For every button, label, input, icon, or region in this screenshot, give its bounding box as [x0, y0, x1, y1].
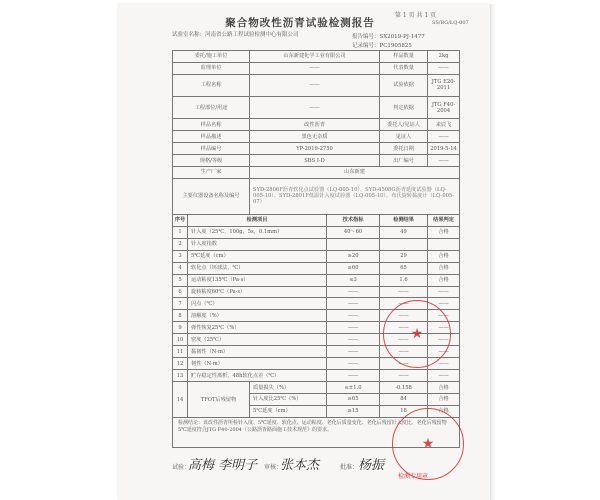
result-item: 5℃延度（cm）	[188, 250, 327, 262]
result-spec: ≥20	[327, 250, 380, 262]
result-spec: ≥60	[327, 262, 380, 274]
producer-row	[173, 166, 460, 178]
info-row	[173, 62, 460, 74]
result-seq: 3	[173, 250, 188, 262]
star-icon: ★	[421, 436, 435, 452]
result-item: 针入度指数	[188, 238, 327, 250]
result-value: ——	[380, 310, 428, 322]
result-spec: ——	[327, 334, 380, 346]
info-row	[173, 155, 460, 167]
result-item: 旋转粘度60℃（Pa·s）	[188, 286, 327, 298]
info-value: 改性沥青	[250, 119, 380, 131]
tester-label: 试验：	[172, 464, 191, 471]
signature-area	[172, 452, 462, 478]
result-row	[173, 226, 460, 238]
tfot-seq: 14	[173, 382, 188, 418]
result-spec: 40～60	[327, 226, 380, 238]
result-spec: ——	[327, 298, 380, 310]
tfot-spec: ≥65	[327, 393, 380, 405]
result-verdict: 合格	[428, 274, 460, 286]
info-value: ——	[428, 131, 460, 143]
result-item: 溶解度（%）	[188, 310, 327, 322]
result-verdict: ——	[428, 358, 460, 370]
col-item-header: 检测项目	[188, 214, 327, 226]
info-label: 样品数量	[380, 51, 428, 63]
approver-label: 批准：	[340, 464, 359, 471]
result-row	[173, 286, 460, 298]
result-item: 软化点（环球法，℃）	[188, 262, 327, 274]
tfot-value: 18	[380, 405, 428, 417]
result-seq: 12	[173, 358, 188, 370]
info-label: 判定依据	[380, 97, 428, 119]
result-seq: 8	[173, 310, 188, 322]
record-number-value: PC1905825	[379, 43, 412, 49]
lab-name-value: 河南省公路工程试验检测中心有限公司	[205, 32, 299, 38]
result-value: 65	[380, 262, 428, 274]
info-value: JTG F40-2004	[428, 97, 460, 119]
info-label: 委托人/见证人	[380, 119, 428, 131]
info-value: 2019-5-14	[428, 143, 460, 155]
record-number	[352, 41, 412, 49]
info-value: ——	[250, 62, 380, 74]
reviewer-signature: 张本杰	[280, 458, 320, 473]
info-label: 出厂编号	[380, 155, 428, 167]
lab-name-label: 试验室名称：	[172, 32, 206, 38]
tfot-verdict: 合格	[428, 382, 460, 394]
tfot-label: TFOT后残留物	[188, 382, 250, 418]
result-spec: ——	[327, 370, 380, 382]
result-value: ——	[380, 286, 428, 298]
equipment-value: SYD-2806F沥青软化点试验器（LQ-005-10）、SYD-4508G沥青延度试验器（LQ-005-10）、SYD-2801F低温针入度试验器（LQ-005-10）、布氏旋转黏度计（LQ-005-07）	[250, 178, 460, 214]
col-seq-header: 序号	[173, 214, 188, 226]
result-value: 29	[380, 250, 428, 262]
result-item: 密度（25℃）	[188, 334, 327, 346]
tfot-item: 针入度比25℃（%）	[250, 393, 327, 405]
tfot-spec: ≤±1.0	[327, 382, 380, 394]
result-seq: 11	[173, 346, 188, 358]
col-spec-header: 技术指标	[327, 214, 380, 226]
info-label: 工程部位/用途	[173, 97, 250, 119]
red-seal-stamp	[383, 300, 451, 368]
result-item: 闪点（℃）	[188, 298, 327, 310]
report-number: 报告编号：SX2019-PJ-1477	[352, 34, 425, 40]
result-verdict: ——	[428, 346, 460, 358]
info-value: ——	[428, 155, 460, 167]
info-label: 规格/等级	[173, 155, 250, 167]
info-row	[173, 143, 460, 155]
tester-signature: 高梅 李明子	[188, 458, 258, 473]
result-spec: ——	[327, 310, 380, 322]
info-value: ——	[250, 97, 380, 119]
results-header-row	[173, 214, 460, 226]
tfot-spec: ≥15	[327, 405, 380, 417]
conclusion-text: 检测结论：该改性沥青所检针入度、5℃延度、软化点、运动粘度、老化后质量变化、老化后残留针入度比、老化后残留物5℃延度符合JTG F40-2004《公路沥青路面施工技术规范》的要求。	[178, 420, 447, 433]
info-label: 监理单位	[173, 62, 250, 74]
col-verdict-header: 结果判定	[428, 214, 460, 226]
result-value: ——	[380, 322, 428, 334]
result-seq: 7	[173, 298, 188, 310]
tfot-value: -0.158	[380, 382, 428, 394]
info-row	[173, 97, 460, 119]
result-seq: 2	[173, 238, 188, 250]
info-value: SBS I-D	[250, 155, 380, 167]
result-value: ——	[380, 346, 428, 358]
result-verdict: ——	[428, 370, 460, 382]
result-item: 贮存稳定性离析，48h软化点差（℃）	[188, 370, 327, 382]
result-spec	[327, 238, 380, 250]
result-spec: ≤3	[327, 274, 380, 286]
tfot-value: 84	[380, 393, 428, 405]
result-verdict	[428, 238, 460, 250]
info-row	[173, 74, 460, 96]
result-value: ——	[380, 370, 428, 382]
info-label: 委托日期	[380, 143, 428, 155]
record-number-label: 记录编号：	[352, 43, 380, 49]
result-seq: 9	[173, 322, 188, 334]
result-seq: 10	[173, 334, 188, 346]
result-item: 针入度（25℃，100g，5s，0.1mm）	[188, 226, 327, 238]
reviewer-label: 审核：	[264, 464, 283, 471]
info-label: 工程名称	[173, 74, 250, 96]
info-value: YP-2019-2750	[250, 143, 380, 155]
info-label: 样品名称	[173, 119, 250, 131]
approver-signature: 杨振	[358, 458, 385, 473]
info-label: 样品编号	[173, 143, 250, 155]
result-item: 运动粘度135℃（Pa·s）	[188, 274, 327, 286]
result-value: ——	[380, 298, 428, 310]
info-value: 来辰飞	[428, 119, 460, 131]
report-title: 聚合物改性沥青试验检测报告	[225, 17, 375, 29]
result-seq: 1	[173, 226, 188, 238]
result-row	[173, 274, 460, 286]
info-label: 样品描述	[173, 131, 250, 143]
info-row	[173, 131, 460, 143]
result-verdict: ——	[428, 286, 460, 298]
equipment-label: 主要仪器设备名称及编号	[173, 178, 250, 214]
result-value: ——	[380, 334, 428, 346]
result-spec: ——	[327, 346, 380, 358]
result-verdict: ——	[428, 298, 460, 310]
result-item: 弹性恢复25℃（%）	[188, 322, 327, 334]
stamp-caption: 检测专用章	[398, 473, 429, 480]
result-value: 49	[380, 226, 428, 238]
info-value: 2kg	[428, 51, 460, 63]
result-seq: 13	[173, 370, 188, 382]
tfot-item: 质量损失（%）	[250, 382, 327, 394]
result-spec: ——	[327, 322, 380, 334]
result-verdict: 合格	[428, 226, 460, 238]
info-label: 代表数量	[380, 62, 428, 74]
result-item: 黏韧性（N·m）	[188, 346, 327, 358]
result-row	[173, 370, 460, 382]
star-icon: ★	[410, 326, 424, 342]
tfot-item: 5℃延度（cm）	[250, 405, 327, 417]
info-value: ——	[250, 74, 380, 96]
result-verdict: ——	[428, 334, 460, 346]
info-label: 试验依据	[380, 74, 428, 96]
result-row	[173, 250, 460, 262]
result-value: ——	[380, 358, 428, 370]
info-row	[173, 119, 460, 131]
result-row	[173, 238, 460, 250]
info-value: 黑色无杂质	[250, 131, 380, 143]
report-table	[172, 50, 460, 448]
page-number: 第 1 页 共 1 页	[395, 12, 437, 19]
info-label: 委托/施工单位	[173, 51, 250, 63]
result-value: 1.6	[380, 274, 428, 286]
sheet-shadow	[490, 4, 496, 500]
info-row	[173, 51, 460, 63]
result-value	[380, 238, 428, 250]
result-spec: ——	[327, 358, 380, 370]
result-seq: 5	[173, 274, 188, 286]
tfot-verdict: 合格	[428, 393, 460, 405]
producer-value: 山东新建	[250, 166, 460, 178]
info-value: 山东新建化学工业有限公司	[250, 51, 380, 63]
result-item: 韧性（N·m）	[188, 358, 327, 370]
tfot-row	[173, 382, 460, 394]
result-spec: ——	[327, 286, 380, 298]
result-row	[173, 262, 460, 274]
tfot-verdict: 合格	[428, 405, 460, 417]
info-value: ——	[428, 62, 460, 74]
equipment-row	[173, 178, 460, 214]
info-label: 见证人	[380, 131, 428, 143]
result-verdict: 合格	[428, 262, 460, 274]
result-verdict: ——	[428, 310, 460, 322]
result-verdict: ——	[428, 322, 460, 334]
result-seq: 6	[173, 286, 188, 298]
result-verdict: 合格	[428, 250, 460, 262]
col-result-header: 检测结果	[380, 214, 428, 226]
info-value: JTG E20-2011	[428, 74, 460, 96]
result-seq: 4	[173, 262, 188, 274]
doc-code: SS/BG/LQ-007	[432, 20, 469, 26]
producer-label: 生产厂家	[173, 166, 250, 178]
lab-name	[172, 30, 299, 38]
